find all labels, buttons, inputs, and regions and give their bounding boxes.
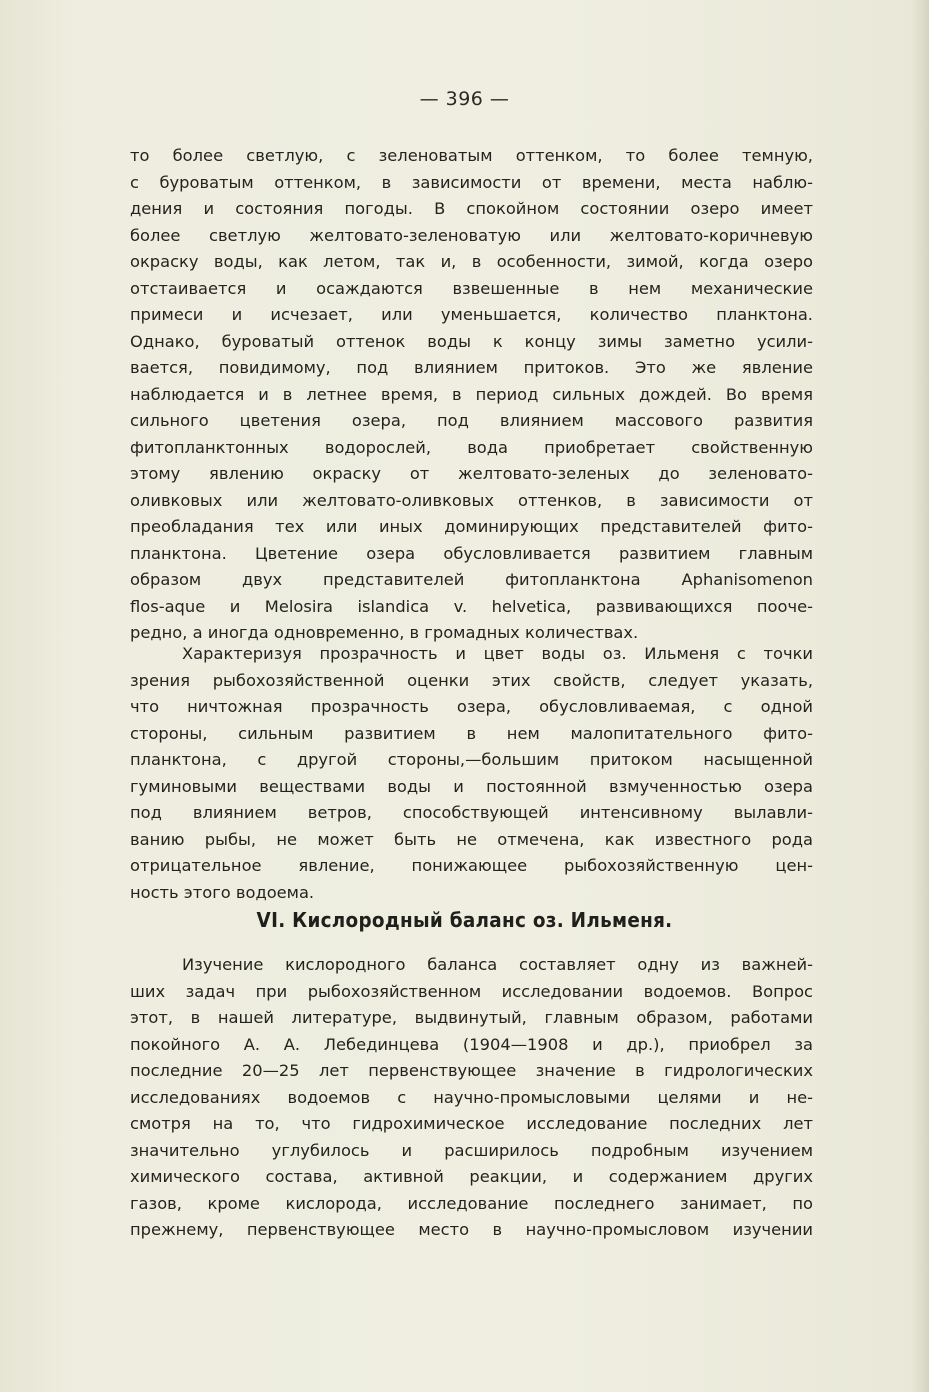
text-line: планктона. Цветение озера обусловливается развитием главным	[130, 543, 813, 563]
text-line: ших задач при рыбохозяйственном исследовании водоемов. Вопрос	[130, 981, 813, 1001]
text-line: этот, в нашей литературе, выдвинутый, главным образом, работами	[130, 1008, 813, 1027]
text-line: прежнему, первенствующее место в научно-промысловом изучении	[130, 1220, 813, 1239]
text-line: ность этого водоема.	[130, 882, 315, 902]
text-line: наблюдается и в летнее время, в период сильных дождей. Во время	[130, 384, 813, 404]
text-line: оливковых или желтовато-оливковых оттенков, в зависимости от	[130, 490, 813, 510]
page-edge-shadow	[911, 0, 929, 1392]
text-line: этому явлению окраску от желтовато-зеленых до зеленовато-	[130, 464, 813, 483]
text-line: отстаивается и осаждаются взвешенные в нем механические	[130, 278, 813, 298]
text-line: ванию рыбы, не может быть не отмечена, как известного рода	[130, 829, 813, 849]
text-line: фитопланктонных водорослей, вода приобретает свойственную	[130, 437, 813, 457]
text-line: Однако, буроватый оттенок воды к концу зимы заметно усили-	[130, 331, 813, 351]
text-line: под влиянием ветров, способствующей интенсивному вылавли-	[130, 803, 813, 822]
text-line: стороны, сильным развитием в нем малопитательного фито-	[130, 723, 813, 743]
text-line: последние 20—25 лет первенствующее значение в гидрологических	[130, 1061, 813, 1080]
text-line: дения и состояния погоды. В спокойном состоянии озеро имеет	[130, 199, 813, 218]
text-line: то более светлую, с зеленоватым оттенком, то более темную,	[130, 146, 813, 165]
page-number: — 396 —	[419, 88, 510, 110]
text-line: преобладания тех или иных доминирующих представителей фито-	[130, 517, 813, 536]
text-line: с буроватым оттенком, в зависимости от времени, места наблю-	[130, 172, 813, 192]
text-line: вается, повидимому, под влиянием притоков. Это же явление	[130, 358, 813, 377]
text-line: смотря на то, что гидрохимическое исследование последних лет	[130, 1114, 813, 1133]
text-line: покойного А. А. Лебединцева (1904—1908 и др.), приобрел за	[130, 1034, 813, 1054]
text-line: окраску воды, как летом, так и, в особенности, зимой, когда озеро	[130, 252, 813, 271]
text-line: планктона, с другой стороны,—большим притоком насыщенной	[130, 750, 813, 769]
text-line: образом двух представителей фитопланктона Aphanisomenon	[130, 570, 813, 589]
section-heading: VI. Кислородный баланс оз. Ильменя.	[256, 908, 673, 932]
text-line: химического состава, активной реакции, и содержанием других	[130, 1167, 813, 1186]
text-line: что ничтожная прозрачность озера, обусловливаемая, с одной	[130, 697, 813, 716]
text-line: зрения рыбохозяйственной оценки этих свойств, следует указать,	[130, 670, 813, 690]
paragraph-fishery-assessment	[130, 641, 813, 906]
text-line: Изучение кислородного баланса составляет одну из важней-	[182, 955, 813, 974]
text-line: исследованиях водоемов с научно-промысловыми целями и не-	[130, 1087, 813, 1107]
text-line: более светлую желтовато-зеленоватую или желтовато-коричневую	[130, 225, 813, 245]
paragraph-oxygen-balance	[130, 952, 813, 1244]
text-line: газов, кроме кислорода, исследование последнего занимает, по	[130, 1193, 813, 1213]
text-line: редно, а иногда одновременно, в громадных количествах.	[130, 623, 639, 642]
text-line: отрицательное явление, понижающее рыбохозяйственную цен-	[130, 856, 813, 875]
text-line: flos-aque и Melosira islandica v. helvetica, развивающихся пооче-	[130, 596, 813, 616]
text-line: Характеризуя прозрачность и цвет воды оз. Ильменя с точки	[182, 644, 813, 663]
paragraph-water-color	[130, 143, 813, 647]
text-line: значительно углубилось и расширилось подробным изучением	[130, 1140, 813, 1160]
text-line: сильного цветения озера, под влиянием массового развития	[130, 411, 813, 430]
text-line: примеси и исчезает, или уменьшается, количество планктона.	[130, 305, 813, 324]
text-line: гуминовыми веществами воды и постоянной взмученностью озера	[130, 776, 813, 796]
